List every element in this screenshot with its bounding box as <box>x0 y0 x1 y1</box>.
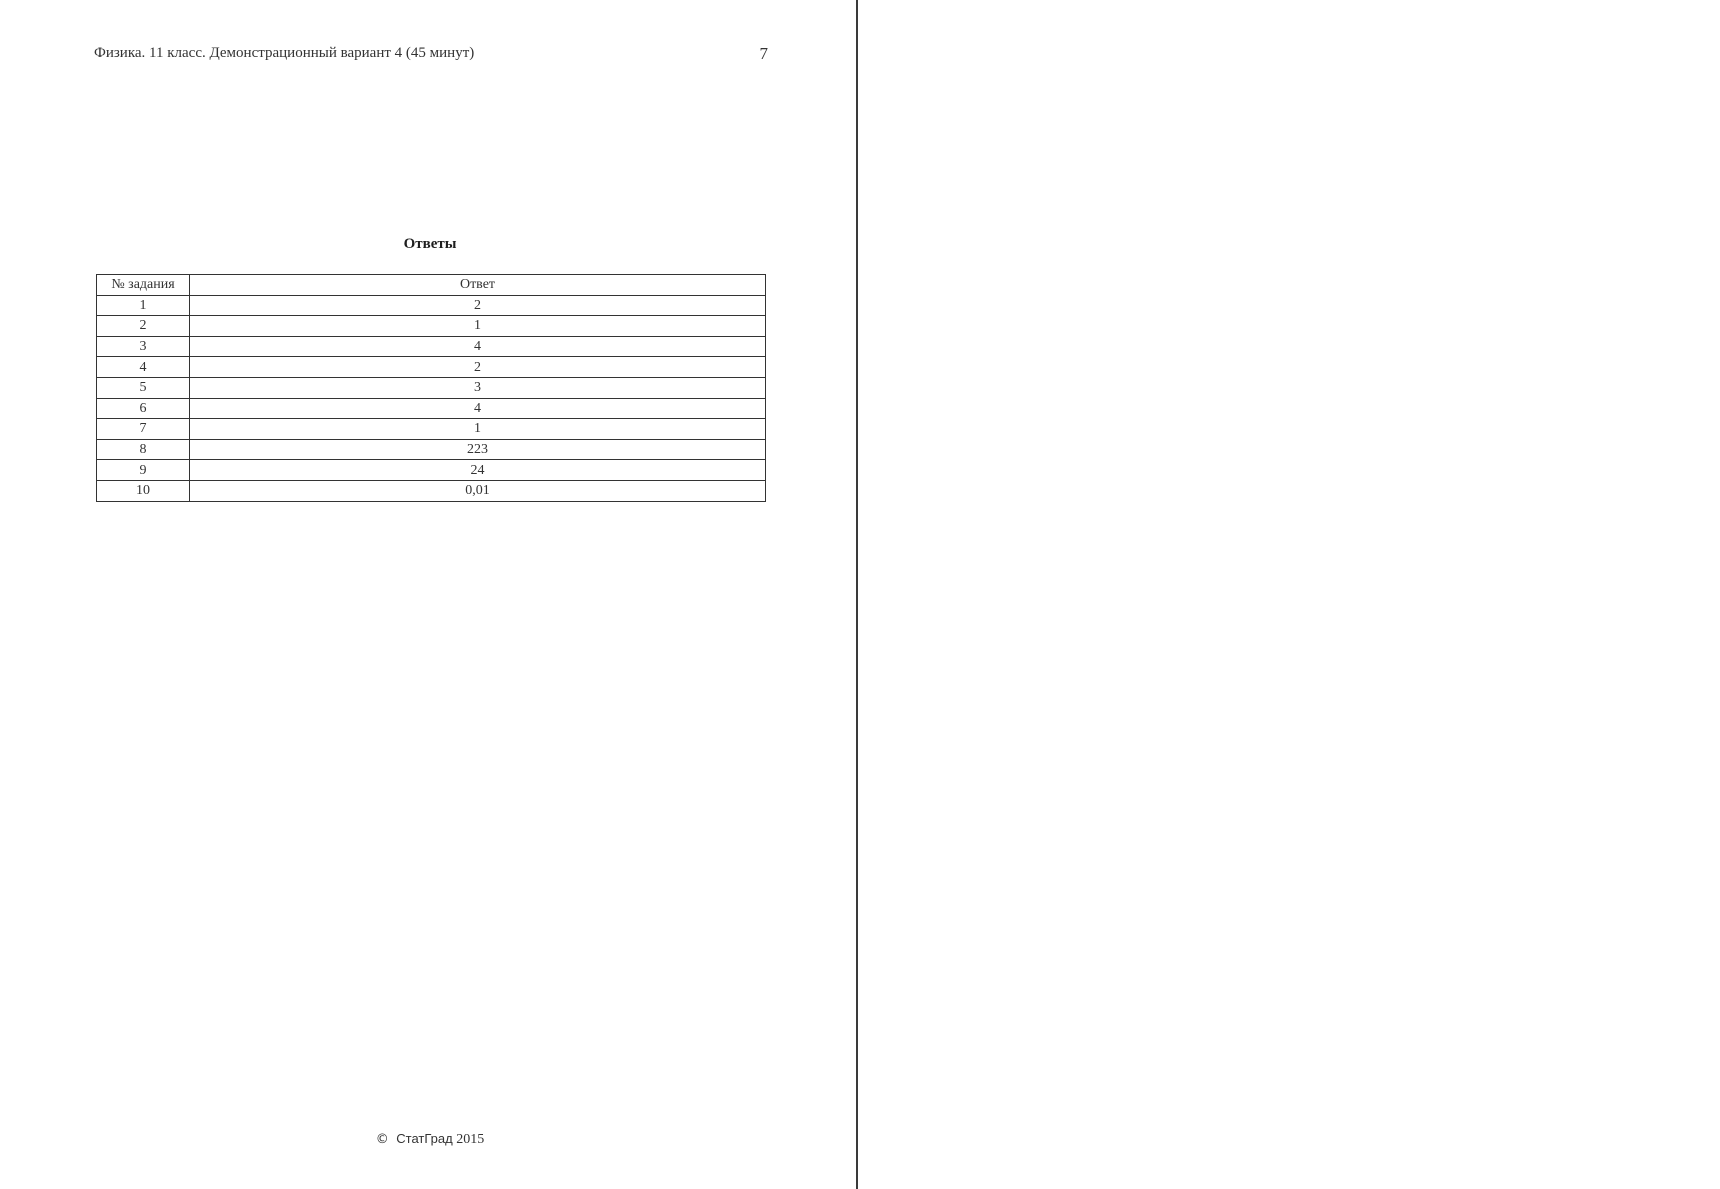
table-row <box>97 480 766 501</box>
table-row <box>97 398 766 419</box>
answer-cell: 4 <box>190 398 766 419</box>
table-row <box>97 316 766 337</box>
copyright-symbol: © <box>375 1132 389 1147</box>
running-head: Физика. 11 класс. Демонстрационный вариант 4 (45 минут) <box>94 45 475 61</box>
answer-cell: 1 <box>190 419 766 440</box>
answer-cell: 2 <box>190 357 766 378</box>
task-number-cell: 3 <box>97 336 190 357</box>
answer-cell: 4 <box>190 336 766 357</box>
answer-cell: 3 <box>190 377 766 398</box>
task-number-cell: 2 <box>97 316 190 337</box>
column-header-answer: Ответ <box>190 275 766 296</box>
table-row <box>97 336 766 357</box>
table-row <box>97 377 766 398</box>
table-row <box>97 439 766 460</box>
answer-cell: 2 <box>190 295 766 316</box>
table-row <box>97 460 766 481</box>
task-number-cell: 8 <box>97 439 190 460</box>
table-row <box>97 419 766 440</box>
answers-table <box>96 274 766 502</box>
table-row <box>97 295 766 316</box>
publisher-name: СтатГрад <box>396 1131 453 1146</box>
right-page-blank <box>858 0 1720 1189</box>
answers-title: Ответы <box>403 236 457 252</box>
answer-cell: 1 <box>190 316 766 337</box>
answer-cell: 223 <box>190 439 766 460</box>
task-number-cell: 9 <box>97 460 190 481</box>
task-number-cell: 6 <box>97 398 190 419</box>
left-page <box>0 0 856 1189</box>
answer-cell: 0,01 <box>190 480 766 501</box>
task-number-cell: 1 <box>97 295 190 316</box>
column-header-task-number: № задания <box>97 275 190 296</box>
copyright-year: 2015 <box>456 1132 485 1147</box>
table-header-row <box>97 275 766 296</box>
task-number-cell: 5 <box>97 377 190 398</box>
task-number-cell: 10 <box>97 480 190 501</box>
page-footer <box>96 1131 764 1148</box>
task-number-cell: 4 <box>97 357 190 378</box>
page-number: 7 <box>759 44 768 63</box>
table-row <box>97 357 766 378</box>
task-number-cell: 7 <box>97 419 190 440</box>
answer-cell: 24 <box>190 460 766 481</box>
